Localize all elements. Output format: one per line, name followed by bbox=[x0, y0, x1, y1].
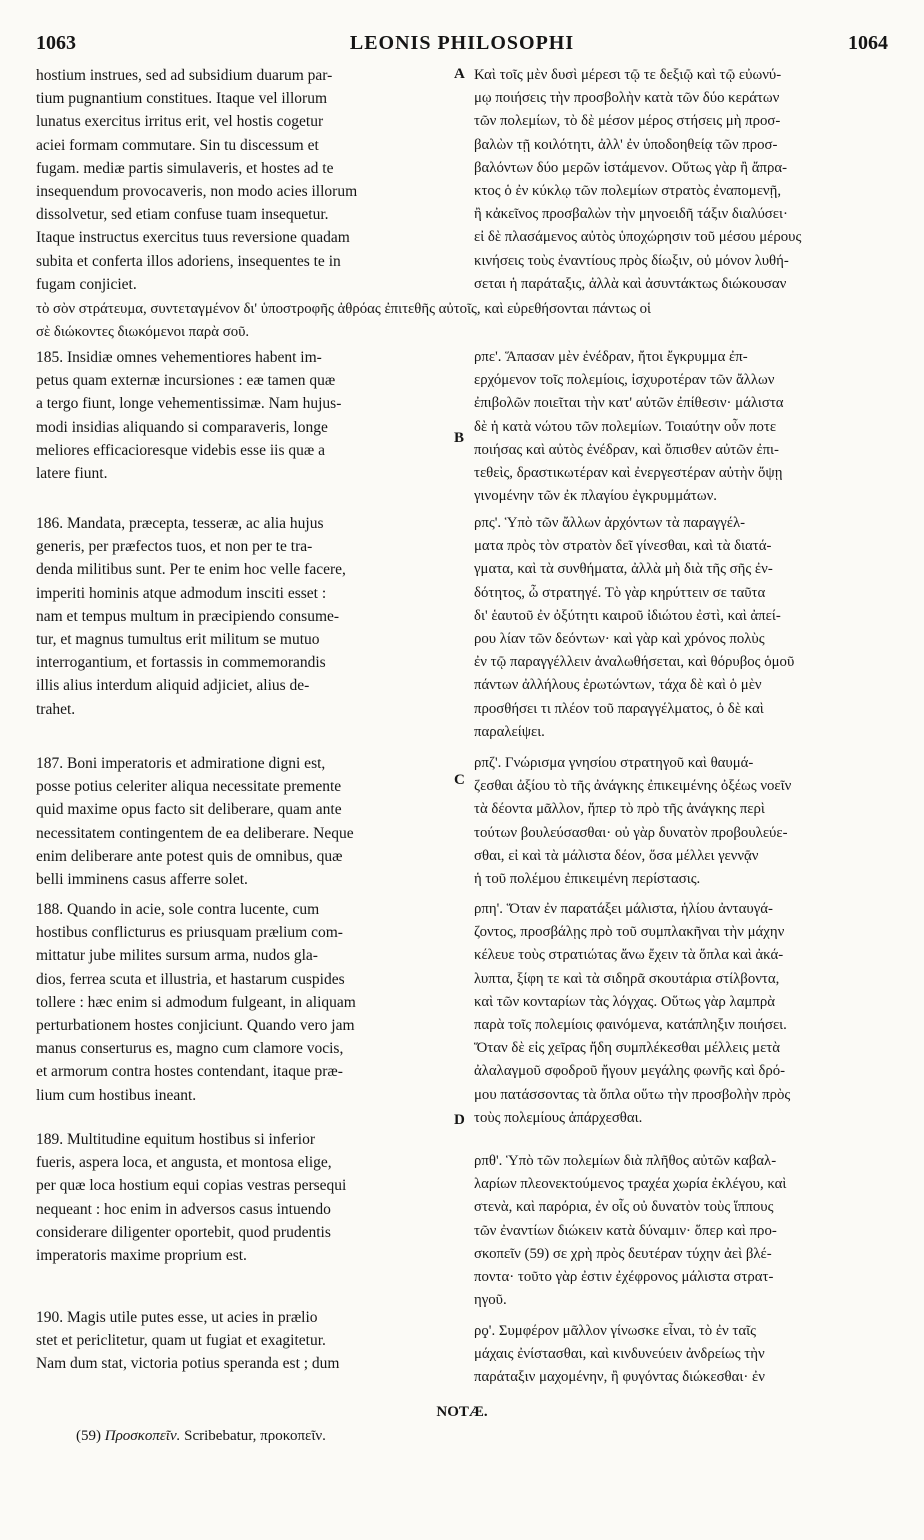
text-line: stet et periclitetur, quam ut fugiat et exagitetur. bbox=[36, 1332, 326, 1350]
greek-paragraph-189 bbox=[474, 1150, 888, 1312]
greek-paragraph-188 bbox=[474, 898, 888, 1130]
page-number-right: 1064 bbox=[848, 32, 888, 54]
text-line: necessitatem contingentem de ea deliberare. Neque bbox=[36, 824, 354, 842]
column-marker-d: D bbox=[454, 1112, 465, 1128]
text-line: aciei formam commutare. Sin tu discessum et bbox=[36, 136, 319, 154]
text-line: 187. Boni imperatoris et admiratione digni est, bbox=[36, 755, 326, 772]
text-line: tur, et magnus tumultus erit militum se mutuo bbox=[36, 631, 320, 649]
text-line: considerare diligenter oportebit, quod prudentis bbox=[36, 1223, 331, 1241]
text-line: Nam dum stat, victoria potius speranda est ; dum bbox=[36, 1355, 340, 1373]
text-line: Ὅταν δὲ εἰς χεῖρας ἤδη συμπλέκεσθαι μέλλεις μετὰ bbox=[474, 1040, 780, 1057]
text-line: quid maxime opus facto sit deliberare, quam ante bbox=[36, 801, 342, 819]
text-line: petus quam externæ incursiones : eæ tamen quæ bbox=[36, 372, 336, 390]
greek-full-width-lines bbox=[36, 298, 888, 344]
text-line: σθαι, εἰ καὶ τὰ μάλιστα δέον, ὅσα μέλλει γεννᾷν bbox=[474, 847, 759, 864]
text-line: δι' ἑαυτοῦ ἐν ὀξύτητι καιροῦ ἰδιώτου ἐστὶ, καὶ ἀπεί- bbox=[474, 607, 781, 624]
text-line: mittatur jube milites sursum arma, nudos gla- bbox=[36, 947, 318, 965]
text-line: παράταξιν μαχομένην, ἢ φυγόντας διώκεσθαι· ἐν bbox=[474, 1369, 765, 1386]
text-line: dios, ferrea scuta et illustria, et hastarum cuspides bbox=[36, 970, 345, 988]
text-line: et armorum contra hostes contendant, itaque præ- bbox=[36, 1063, 343, 1081]
text-line: κτος ὁ ἐν κύκλῳ τῶν πολεμίων στρατὸς ἐναπομενῇ, bbox=[474, 183, 782, 200]
text-line: trahet. bbox=[36, 700, 76, 718]
text-line: imperiti hominis atque admodum insciti esset : bbox=[36, 584, 327, 602]
text-line: nequeant : hoc enim in adversos casus intuendo bbox=[36, 1200, 331, 1218]
text-line: ρπη'. Ὅταν ἐν παρατάξει μάλιστα, ἡλίου ἀνταυγά- bbox=[474, 901, 773, 917]
text-line: μῳ ποιήσεις τὴν προσβολὴν κατὰ τῶν δύο κεράτων bbox=[474, 90, 780, 107]
text-line: fugam conjiciet. bbox=[36, 275, 137, 293]
text-line: τὸ σὸν στράτευμα, συντεταγμένον δι' ὑποστροφῆς ἀθρόας ἐπιτεθῆς αὐτοῖς, καὶ εὑρεθήσονται πάντως οἱ bbox=[36, 301, 652, 317]
text-line: μάχαις ἐνίστασθαι, καὶ κινδυνεύειν ἀνδρείως τὴν bbox=[474, 1346, 765, 1363]
text-line: λυπτα, ξίφη τε καὶ τὰ σιδηρᾶ σκουτάρια στίλβοντα, bbox=[474, 970, 780, 987]
text-line: ματα πρὸς τὸν στρατὸν δεῖ γίνεσθαι, καὶ τὰ διατά- bbox=[474, 538, 772, 555]
text-line: dissolvetur, sed etiam confuse tuam insequetur. bbox=[36, 206, 329, 224]
greek-paragraph-186 bbox=[474, 512, 888, 744]
page-number-left: 1063 bbox=[36, 32, 76, 54]
text-line: fugam. mediæ partis simulaveris, et hostes ad te bbox=[36, 159, 334, 177]
text-line: hostium instrues, sed ad subsidium duarum par- bbox=[36, 67, 333, 84]
text-line: ἐν τῷ παραγγέλλειν ἀναλωθήσεται, καὶ θόρυβος ὁμοῦ bbox=[474, 654, 795, 671]
latin-paragraph-186 bbox=[36, 512, 454, 721]
notes-title: NOTÆ. bbox=[436, 1404, 488, 1420]
text-line: ρϙ'. Συμφέρον μᾶλλον γίνωσκε εἶναι, τὸ ἐν ταῖς bbox=[474, 1323, 756, 1339]
text-line: latere fiunt. bbox=[36, 465, 108, 483]
text-line: τῶν ἐναντίων διώκειν κατὰ δύναμιν· ὅπερ καὶ προ- bbox=[474, 1222, 777, 1239]
text-line: ἡ τοῦ πολέμου ἐπικειμένη περίστασις. bbox=[474, 871, 701, 888]
text-line: τοὺς πολεμίους ἀπάρχεσθαι. bbox=[474, 1109, 643, 1126]
text-line: ρου λίαν τῶν δεόντων· καὶ γὰρ καὶ χρόνος πολὺς bbox=[474, 631, 765, 648]
text-line: 189. Multitudine equitum hostibus si inferior bbox=[36, 1131, 315, 1148]
text-line: τεθεὶς, δραστικωτέραν καὶ ἐνεργεστέραν αὐτὴν ὄψῃ bbox=[474, 465, 783, 482]
running-title: LEONIS PHILOSOPHI bbox=[349, 32, 575, 54]
footnote-59 bbox=[76, 1428, 856, 1445]
text-line: lunatus exercitus irritus erit, vel hostis cogetur bbox=[36, 113, 324, 131]
text-line: insequendum provocaveris, non modo acies illorum bbox=[36, 183, 358, 201]
text-line: Itaque instructus exercitus tuus reversione quadam bbox=[36, 229, 350, 247]
text-line: Καὶ τοῖς μὲν δυσὶ μέρεσι τῷ τε δεξιῷ καὶ τῷ εὐωνύ- bbox=[474, 67, 782, 83]
text-line: τῶν πολεμίων, τὸ δὲ μέσον μέρος στήσεις μὴ προσ- bbox=[474, 113, 781, 130]
column-marker-c: C bbox=[454, 772, 465, 788]
text-line: perturbationem hostes conjiciunt. Quando vero jam bbox=[36, 1017, 355, 1035]
text-line: ζοντος, προσβάλῃς πρὸ τοῦ συμπλακῆναι τὴν μάχην bbox=[474, 924, 785, 941]
footnote-term: Προσκοπεῖν. bbox=[104, 1428, 181, 1444]
text-line: lium cum hostibus ineant. bbox=[36, 1086, 197, 1104]
text-line: βαλόντων δύο μερῶν ἱστάμενον. Οὕτως γὰρ ἢ ἄπρα- bbox=[474, 159, 788, 176]
greek-paragraph-190 bbox=[474, 1320, 888, 1390]
text-line: enim deliberare ante potest quis de omnibus, quæ bbox=[36, 847, 343, 865]
text-line: imperatoris maxime proprium est. bbox=[36, 1247, 247, 1265]
text-line: ζεσθαι ἀξίου τὸ τῆς ἀνάγκης ἐπικειμένης ὀξέως νοεῖν bbox=[474, 778, 792, 795]
text-line: denda militibus sunt. Per te enim hoc velle facere, bbox=[36, 561, 346, 579]
text-line: ρπζ'. Γνώρισμα γνησίου στρατηγοῦ καὶ θαυμά- bbox=[474, 755, 754, 771]
text-line: τὰ δέοντα μᾶλλον, ἤπερ τὸ πρὸ τῆς ἀνάγκης περὶ bbox=[474, 801, 765, 818]
text-line: tollere : hæc enim si admodum fulgeant, in aliquam bbox=[36, 993, 356, 1011]
text-line: 188. Quando in acie, sole contra lucente, cum bbox=[36, 901, 320, 918]
text-line: προσθήσει τι πλέον τοῦ παραγγέλματος, ὁ δὲ καὶ bbox=[474, 700, 764, 717]
text-line: fueris, aspera loca, et angusta, et montosa elige, bbox=[36, 1154, 332, 1172]
text-line: modi insidias aliquando si comparaveris, longe bbox=[36, 418, 328, 436]
text-line: ρπθ'. Ὑπὸ τῶν πολεμίων διὰ πλῆθος αὐτῶν καβαλ- bbox=[474, 1153, 777, 1169]
text-line: manus conserturus es, magno cum clamore vocis, bbox=[36, 1040, 344, 1058]
text-line: ἐπιβολῶν ποιεῖται τὴν κατ' αὐτῶν ἐπίθεσιν· μάλιστα bbox=[474, 395, 784, 412]
text-line: τούτων βουλεύσασθαι· οὐ γὰρ δυνατὸν προβουλεύε- bbox=[474, 824, 788, 841]
text-line: ποιήσας καὶ αὐτὸς ἐνέδραν, καὶ ὄπισθεν αὐτῶν ἐπι- bbox=[474, 441, 779, 458]
text-line: σεται ἡ παράταξις, ἀλλὰ καὶ ἀσυντάκτως διώκουσαν bbox=[474, 275, 787, 292]
text-line: hostibus conflicturus es priusquam prælium com- bbox=[36, 924, 343, 942]
text-line: 185. Insidiæ omnes vehementiores habent im- bbox=[36, 349, 322, 366]
text-line: ρπς'. Ὑπὸ τῶν ἄλλων ἀρχόντων τὰ παραγγέλ- bbox=[474, 515, 746, 531]
text-line: ρπε'. Ἅπασαν μὲν ἐνέδραν, ἤτοι ἔγκρυμμα ἐπ- bbox=[474, 349, 748, 365]
text-line: στενὰ, καὶ παρόρια, ἐν οἷς οὐ δυνατὸν τοὺς ἵππους bbox=[474, 1199, 774, 1216]
column-marker-a: A bbox=[454, 66, 465, 82]
text-line: ἢ κἀκεῖνος προσβαλὼν τὴν μηνοειδῆ τάξιν διαλύσει· bbox=[474, 206, 788, 223]
text-line: ηγοῦ. bbox=[474, 1292, 507, 1309]
footnote-text: Scribebatur, προκοπεῖν. bbox=[184, 1428, 326, 1444]
text-line: a tergo fiunt, longe vehementissimæ. Nam hujus- bbox=[36, 395, 342, 413]
text-line: per quæ loca hostium equi copias vestras persequi bbox=[36, 1177, 347, 1195]
page-header bbox=[36, 32, 888, 60]
text-line: γματα, καὶ τὰ συνθήματα, ἀλλὰ μὴ διὰ τῆς σῆς ἐν- bbox=[474, 561, 773, 578]
text-line: nam et tempus multum in præcipiendo consume- bbox=[36, 607, 340, 625]
text-line: βαλὼν τῇ κοιλότητι, ἀλλ' ἐν ὑποδοηθείᾳ τῶν προσ- bbox=[474, 136, 778, 153]
text-line: λαρίων πλεονεκτούμενος τραχέα χωρία ἐκλέγου, καὶ bbox=[474, 1176, 787, 1193]
text-line: πάντων ἀλλήλους ἐρωτώντων, τάχα δὲ καὶ ὁ μὲν bbox=[474, 677, 762, 694]
text-line: ποντα· τοῦτο γὰρ ἐστιν ἐχέφρονος μάλιστα στρατ- bbox=[474, 1269, 774, 1286]
text-line: κέλευε τοὺς στρατιώτας ἄνω ἔχειν τὰ ὅπλα καὶ ἀκά- bbox=[474, 947, 784, 964]
text-line: illis alius interdum aliquid adjiciet, alius de- bbox=[36, 677, 310, 695]
text-line: subita et conferta illos adoriens, insequentes te in bbox=[36, 252, 341, 270]
text-line: 186. Mandata, præcepta, tesseræ, ac alia hujus bbox=[36, 515, 324, 532]
greek-paragraph-187 bbox=[474, 752, 888, 891]
latin-paragraph-188 bbox=[36, 898, 454, 1107]
text-line: κινήσεις τοὺς ἐναντίους πρὸς δίωξιν, οὐ μόνον λυθή- bbox=[474, 252, 789, 269]
latin-paragraph-187 bbox=[36, 752, 454, 891]
footnote-number: (59) bbox=[76, 1428, 101, 1444]
text-line: παρὰ τοῖς πολεμίοις φαινόμενα, κατάπληξιν ποιήσει. bbox=[474, 1017, 787, 1034]
latin-paragraph-190 bbox=[36, 1306, 454, 1376]
text-line: posse potius celeriter aliqua necessitate premente bbox=[36, 778, 342, 796]
text-line: σκοπεῖν (59) σε χρὴ πρὸς δευτέραν τύχην ἀεὶ βλέ- bbox=[474, 1245, 772, 1262]
greek-paragraph-184 bbox=[474, 64, 888, 296]
text-line: interrogantium, et fortassis in commemorandis bbox=[36, 654, 326, 672]
text-line: καὶ τῶν κονταρίων τὰς λόγχας. Οὕτως γὰρ λαμπρὰ bbox=[474, 993, 775, 1010]
text-line: meliores efficacioresque videbis esse iis quæ a bbox=[36, 441, 325, 459]
text-line: γινομένην τῶν ἐκ πλαγίου ἐγκρυμμάτων. bbox=[474, 488, 717, 505]
text-line: 190. Magis utile putes esse, ut acies in prælio bbox=[36, 1309, 318, 1326]
text-line: generis, per præfectos tuos, et non per te tra- bbox=[36, 538, 313, 556]
latin-paragraph-185 bbox=[36, 346, 454, 485]
latin-paragraph-184 bbox=[36, 64, 454, 296]
text-line: δότητος, ὦ στρατηγέ. Τὸ γὰρ κηρύττειν σε ταῦτα bbox=[474, 584, 766, 601]
text-line: παραλείψει. bbox=[474, 723, 545, 740]
column-marker-b: B bbox=[454, 430, 465, 446]
text-line: ερχόμενον τοῖς πολεμίοις, ἰσχυροτέραν τῶν ἄλλων bbox=[474, 372, 775, 389]
text-line: μου πατάσσοντας τὰ ὅπλα οὕτω τὴν προσβολὴν πρὸς bbox=[474, 1086, 791, 1103]
text-line: ἀλαλαγμοῦ σφοδροῦ ἤγουν μεγάλης φωνῆς καὶ δρό- bbox=[474, 1063, 786, 1080]
latin-paragraph-189 bbox=[36, 1128, 454, 1267]
text-line: σὲ διώκοντες διωκόμενοι παρὰ σοῦ. bbox=[36, 324, 250, 340]
greek-paragraph-185 bbox=[474, 346, 888, 508]
text-line: δὲ ἡ κατὰ νώτου τῶν πολεμίων. Τοιαύτην οὖν ποτε bbox=[474, 418, 777, 435]
text-line: εἰ δὲ πλασάμενος αὐτὸς ὑποχώρησιν τοῦ μέσου μέρους bbox=[474, 229, 802, 246]
text-line: tium pugnantium constitues. Itaque vel illorum bbox=[36, 90, 328, 108]
text-line: belli imminens casus afferre solet. bbox=[36, 871, 248, 889]
